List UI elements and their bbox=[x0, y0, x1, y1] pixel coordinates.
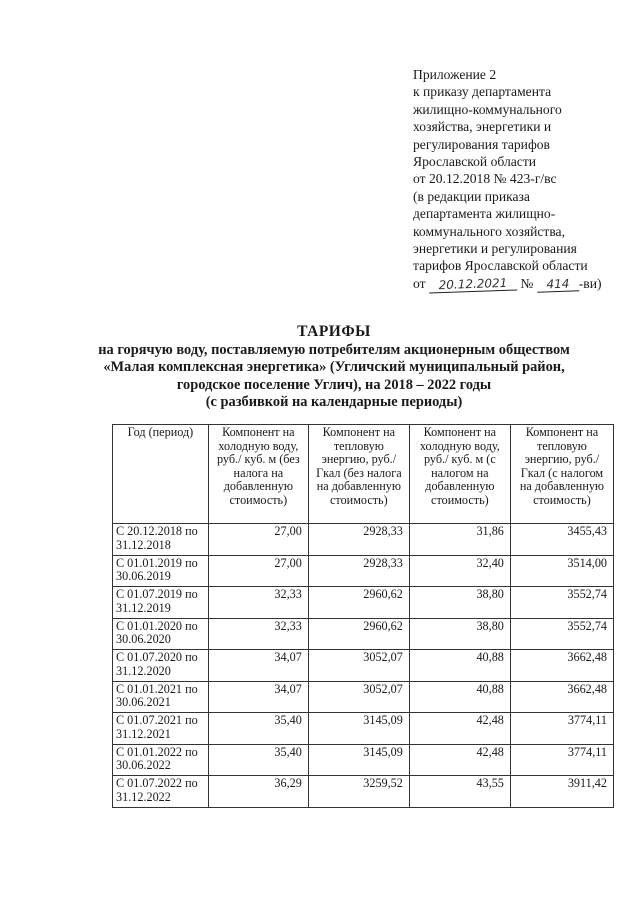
cell-value: 3145,09 bbox=[308, 713, 409, 745]
table-row bbox=[113, 524, 614, 556]
cell-period: С 01.07.2019 по 31.12.2019 bbox=[113, 587, 209, 619]
cell-value: 3514,00 bbox=[510, 555, 613, 587]
cell-value: 3052,07 bbox=[308, 681, 409, 713]
cell-value: 3774,11 bbox=[510, 713, 613, 745]
cell-value: 32,33 bbox=[208, 587, 308, 619]
table-row bbox=[113, 713, 614, 745]
cell-value: 3552,74 bbox=[510, 618, 613, 650]
cell-value: 38,80 bbox=[409, 618, 510, 650]
cell-value: 36,29 bbox=[208, 776, 308, 808]
cell-value: 40,88 bbox=[409, 650, 510, 682]
handwritten-date: 20.12.2021 bbox=[429, 276, 517, 293]
signature-number-label: № bbox=[520, 275, 534, 291]
tariff-table bbox=[112, 424, 614, 808]
annex-line: (в редакции приказа bbox=[413, 188, 530, 204]
title-subline: (с разбивкой на календарные периоды) bbox=[205, 394, 463, 410]
handwritten-number: 414 bbox=[537, 277, 579, 292]
annex-line: коммунального хозяйства, bbox=[413, 223, 565, 239]
cell-period: С 01.07.2021 по 31.12.2021 bbox=[113, 713, 209, 745]
cell-period: С 01.07.2020 по 31.12.2020 bbox=[113, 650, 209, 682]
annex-line: энергетики и регулирования bbox=[413, 241, 577, 257]
table-row bbox=[113, 744, 614, 776]
cell-value: 27,00 bbox=[208, 555, 308, 587]
table-row bbox=[113, 650, 614, 682]
annex-signature-line bbox=[413, 275, 628, 292]
document-title-block bbox=[80, 323, 588, 412]
title-subline: на горячую воду, поставляемую потребителям акционерным обществом bbox=[98, 341, 570, 358]
table-row bbox=[113, 681, 614, 713]
header-period: Год (период) bbox=[113, 425, 209, 524]
cell-value: 3145,09 bbox=[308, 744, 409, 776]
document-title: ТАРИФЫ bbox=[297, 323, 371, 340]
cell-value: 3052,07 bbox=[308, 650, 409, 682]
annex-line: департамента жилищно- bbox=[413, 206, 556, 222]
cell-period: С 01.01.2020 по 30.06.2020 bbox=[113, 618, 209, 650]
annex-header bbox=[413, 66, 628, 292]
cell-value: 42,48 bbox=[409, 713, 510, 745]
table-header-row bbox=[113, 425, 614, 524]
table-row bbox=[113, 555, 614, 587]
title-subline: «Малая комплексная энергетика» (Угличский муниципальный район, bbox=[103, 359, 565, 375]
annex-line: хозяйства, энергетики и bbox=[413, 119, 552, 135]
header-cold-water-vat: Компонент на холодную воду, руб./ куб. м (с налогом на добавленную стоимость) bbox=[409, 425, 510, 524]
cell-value: 2928,33 bbox=[308, 524, 409, 556]
cell-value: 3552,74 bbox=[510, 587, 613, 619]
annex-line: Ярославской области bbox=[413, 154, 537, 170]
cell-value: 34,07 bbox=[208, 681, 308, 713]
table-row bbox=[113, 776, 614, 808]
cell-value: 3259,52 bbox=[308, 776, 409, 808]
annex-line: Приложение 2 bbox=[413, 67, 497, 82]
cell-value: 27,00 bbox=[208, 524, 308, 556]
cell-value: 35,40 bbox=[208, 744, 308, 776]
cell-value: 43,55 bbox=[409, 776, 510, 808]
cell-value: 35,40 bbox=[208, 713, 308, 745]
header-cold-water-no-vat: Компонент на холодную воду, руб./ куб. м (без налога на добавленную стоимость) bbox=[208, 425, 308, 524]
cell-value: 3455,43 bbox=[510, 524, 613, 556]
signature-suffix: -ви) bbox=[578, 275, 602, 291]
cell-period: С 01.07.2022 по 31.12.2022 bbox=[113, 776, 209, 808]
header-heat-energy-no-vat: Компонент на тепловую энергию, руб./Гкал (без налога на добавленную стоимость) bbox=[308, 425, 409, 524]
cell-value: 2960,62 bbox=[308, 618, 409, 650]
annex-line: жилищно-коммунального bbox=[413, 101, 562, 117]
title-subline: городское поселение Углич), на 2018 – 2022 годы bbox=[176, 376, 492, 393]
cell-period: С 20.12.2018 по 31.12.2018 bbox=[113, 524, 209, 556]
cell-period: С 01.01.2022 по 30.06.2022 bbox=[113, 744, 209, 776]
cell-value: 3774,11 bbox=[510, 744, 613, 776]
cell-value: 3662,48 bbox=[510, 650, 613, 682]
annex-line: от 20.12.2018 № 423-г/вс bbox=[413, 171, 557, 187]
cell-value: 31,86 bbox=[409, 524, 510, 556]
cell-value: 34,07 bbox=[208, 650, 308, 682]
cell-value: 38,80 bbox=[409, 587, 510, 619]
cell-value: 32,40 bbox=[409, 555, 510, 587]
table-row bbox=[113, 618, 614, 650]
header-heat-energy-vat: Компонент на тепловую энергию, руб./Гкал (с налогом на добавленную стоимость) bbox=[510, 425, 613, 524]
cell-value: 3662,48 bbox=[510, 681, 613, 713]
cell-value: 40,88 bbox=[409, 681, 510, 713]
cell-period: С 01.01.2019 по 30.06.2019 bbox=[113, 555, 209, 587]
cell-value: 2928,33 bbox=[308, 555, 409, 587]
cell-value: 3911,42 bbox=[510, 776, 613, 808]
annex-line: регулирования тарифов bbox=[413, 136, 550, 152]
table-row bbox=[113, 587, 614, 619]
signature-prefix: от bbox=[413, 275, 426, 291]
annex-line: тарифов Ярославской области bbox=[413, 258, 588, 274]
cell-value: 42,48 bbox=[409, 744, 510, 776]
cell-value: 32,33 bbox=[208, 618, 308, 650]
cell-value: 2960,62 bbox=[308, 587, 409, 619]
cell-period: С 01.01.2021 по 30.06.2021 bbox=[113, 681, 209, 713]
annex-line: к приказу департамента bbox=[413, 84, 552, 100]
